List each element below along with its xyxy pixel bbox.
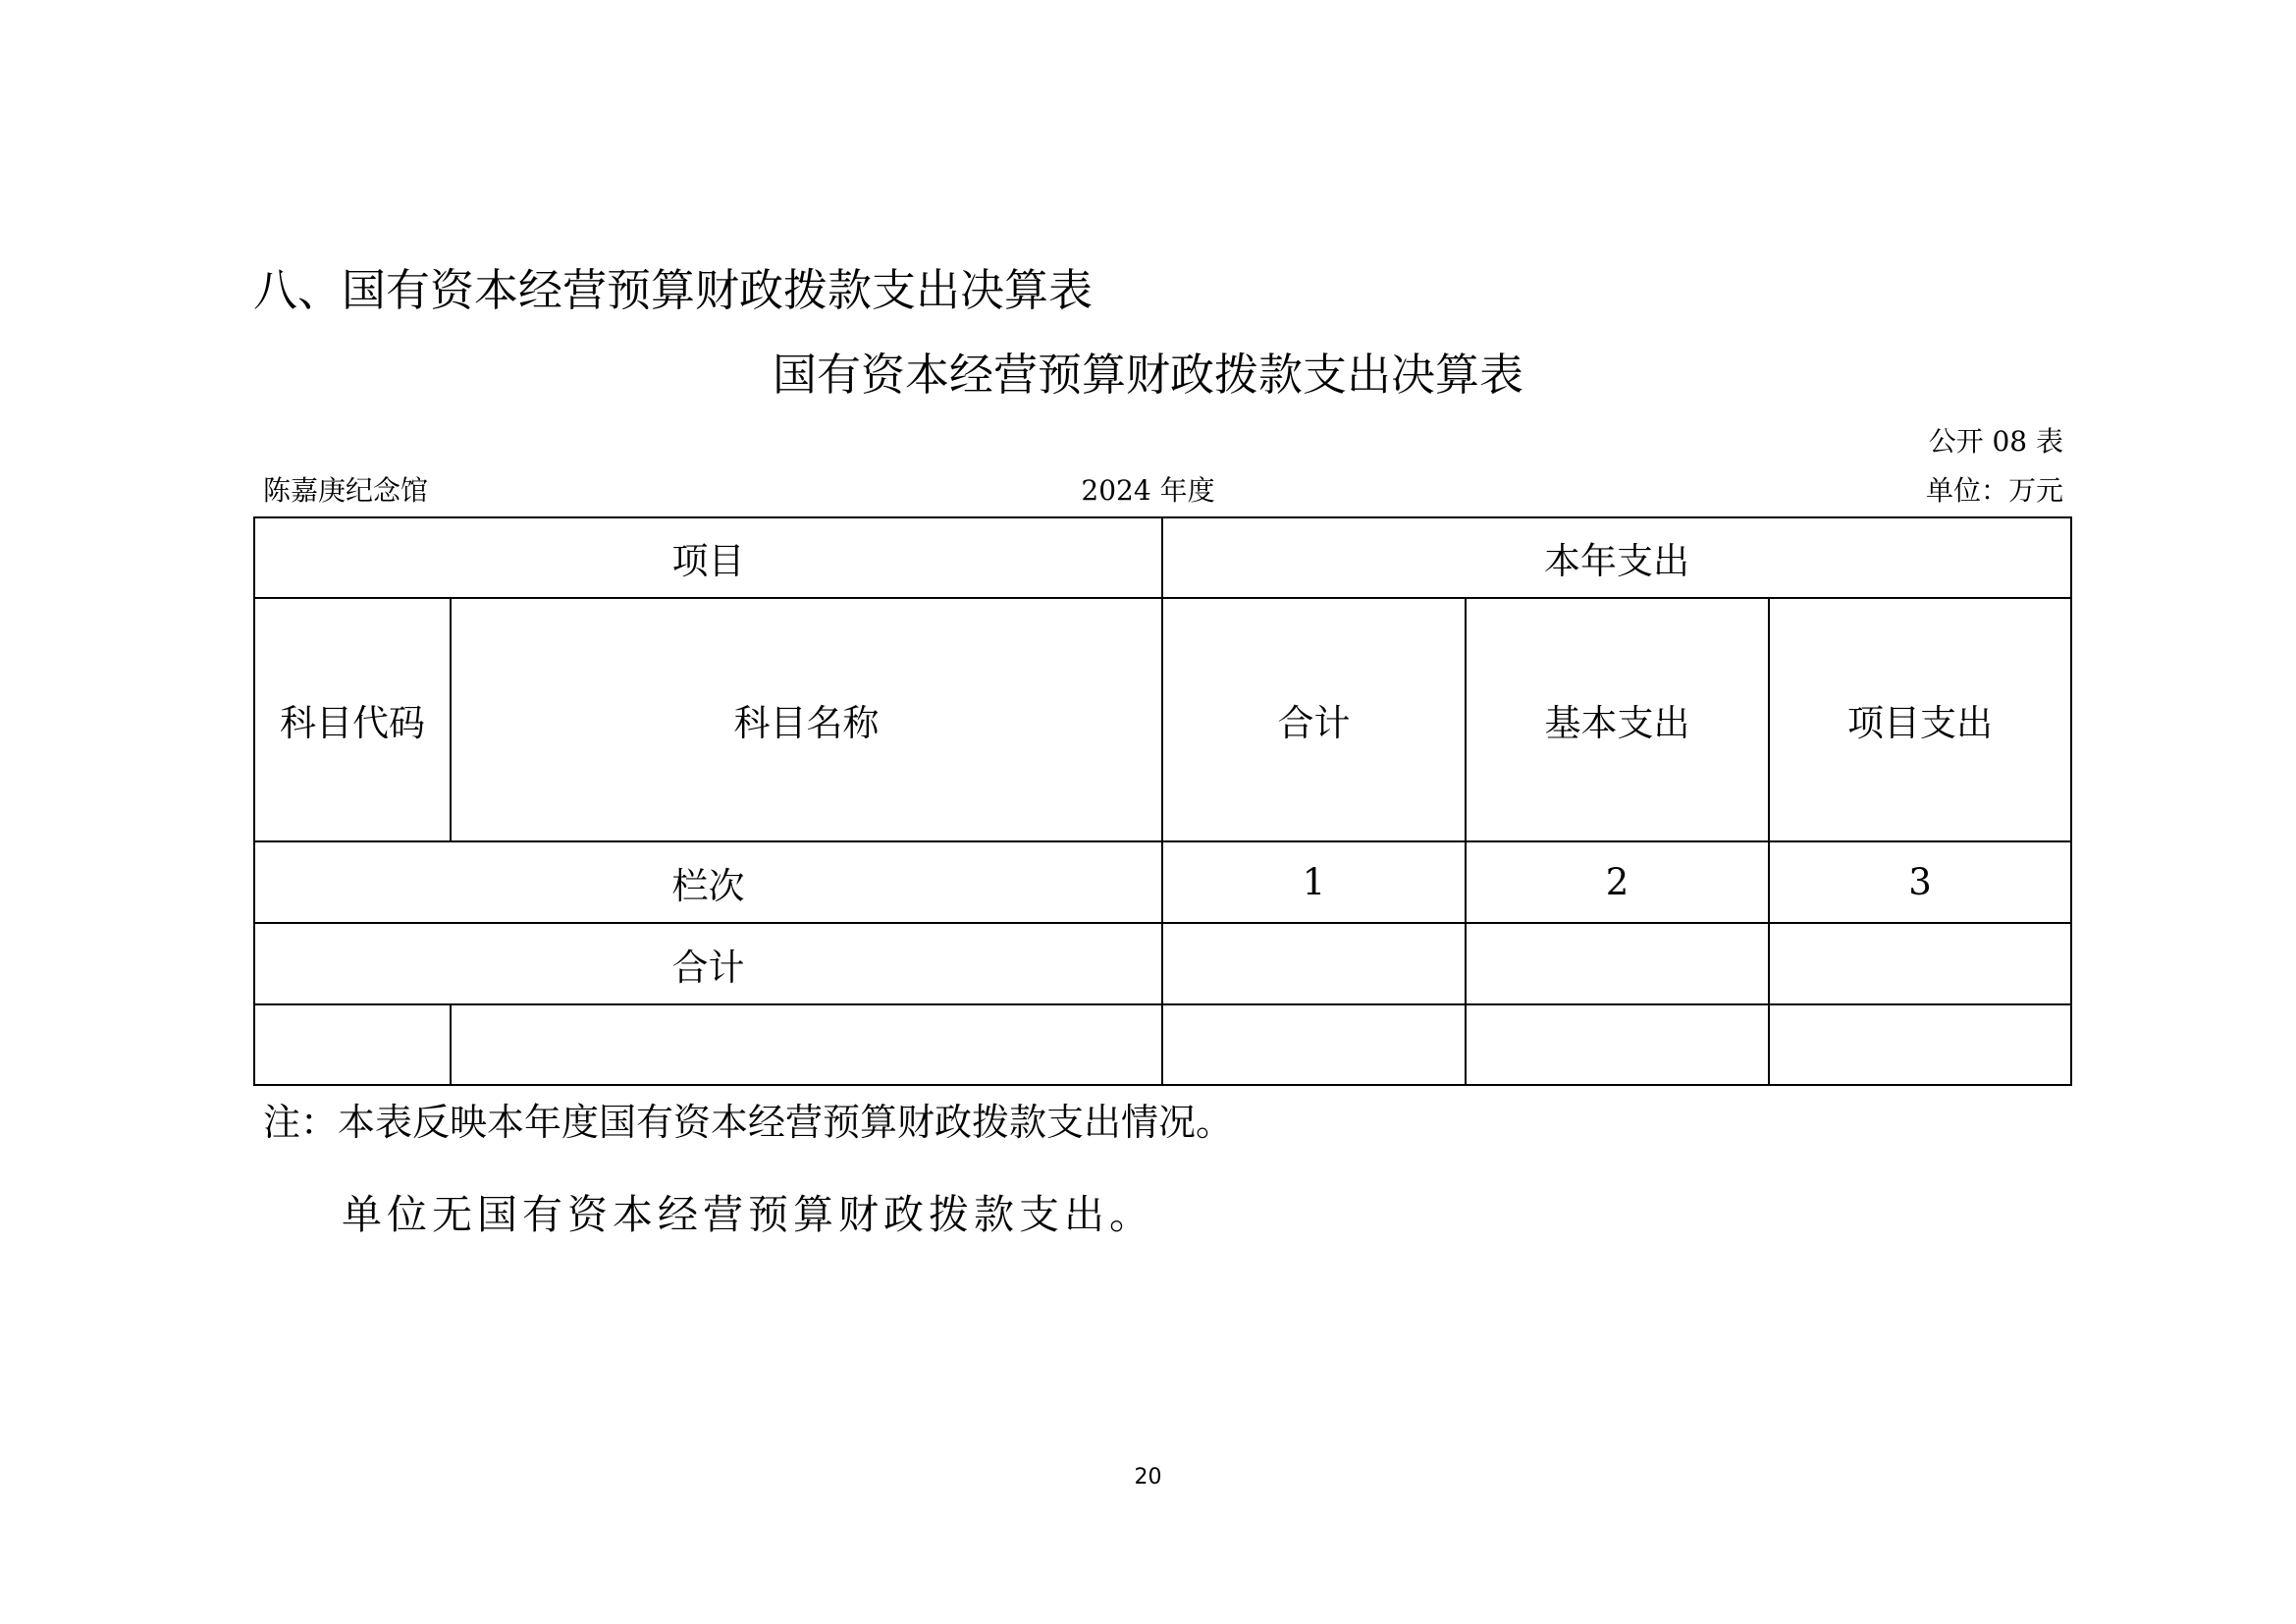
- section-heading: 八、国有资本经营预算财政拨款支出决算表: [253, 264, 1094, 316]
- col-basic-expense: 基本支出: [1466, 598, 1769, 841]
- column-index-label: 栏次: [254, 841, 1162, 923]
- total-value-total: [1162, 923, 1466, 1004]
- no-expenditure-statement: 单位无国有资本经营预算财政拨款支出。: [342, 1191, 1154, 1238]
- cell-name: [451, 1004, 1162, 1085]
- table-header-row: [254, 517, 2071, 598]
- table-subheader-row: [254, 598, 2071, 841]
- cell-code: [254, 1004, 451, 1085]
- page-number: 20: [1134, 1465, 1162, 1489]
- cell-basic: [1466, 1004, 1769, 1085]
- cell-project: [1769, 1004, 2071, 1085]
- table-title: 国有资本经营预算财政拨款支出决算表: [772, 349, 1523, 401]
- expenditure-table: [253, 516, 2072, 1086]
- cell-total: [1162, 1004, 1466, 1085]
- col-subject-code: 科目代码: [254, 598, 451, 841]
- column-index-row: [254, 841, 2071, 923]
- col-total: 合计: [1162, 598, 1466, 841]
- column-index-3: 3: [1769, 841, 2071, 923]
- total-value-project: [1769, 923, 2071, 1004]
- column-index-1: 1: [1162, 841, 1466, 923]
- total-row: [254, 923, 2071, 1004]
- table-note: 注：本表反映本年度国有资本经营预算财政拨款支出情况。: [263, 1101, 1234, 1144]
- header-item: 项目: [254, 517, 1162, 598]
- total-value-basic: [1466, 923, 1769, 1004]
- unit-label: 单位：万元: [1925, 474, 2063, 507]
- form-number: 公开 08 表: [1928, 425, 2063, 458]
- col-subject-name: 科目名称: [451, 598, 1162, 841]
- table-row: [254, 1004, 2071, 1085]
- col-project-expense: 项目支出: [1769, 598, 2071, 841]
- column-index-2: 2: [1466, 841, 1769, 923]
- header-current-year-expense: 本年支出: [1162, 517, 2071, 598]
- org-name: 陈嘉庚纪念馆: [263, 474, 429, 507]
- total-row-label: 合计: [254, 923, 1162, 1004]
- fiscal-year: 2024 年度: [1081, 474, 1215, 507]
